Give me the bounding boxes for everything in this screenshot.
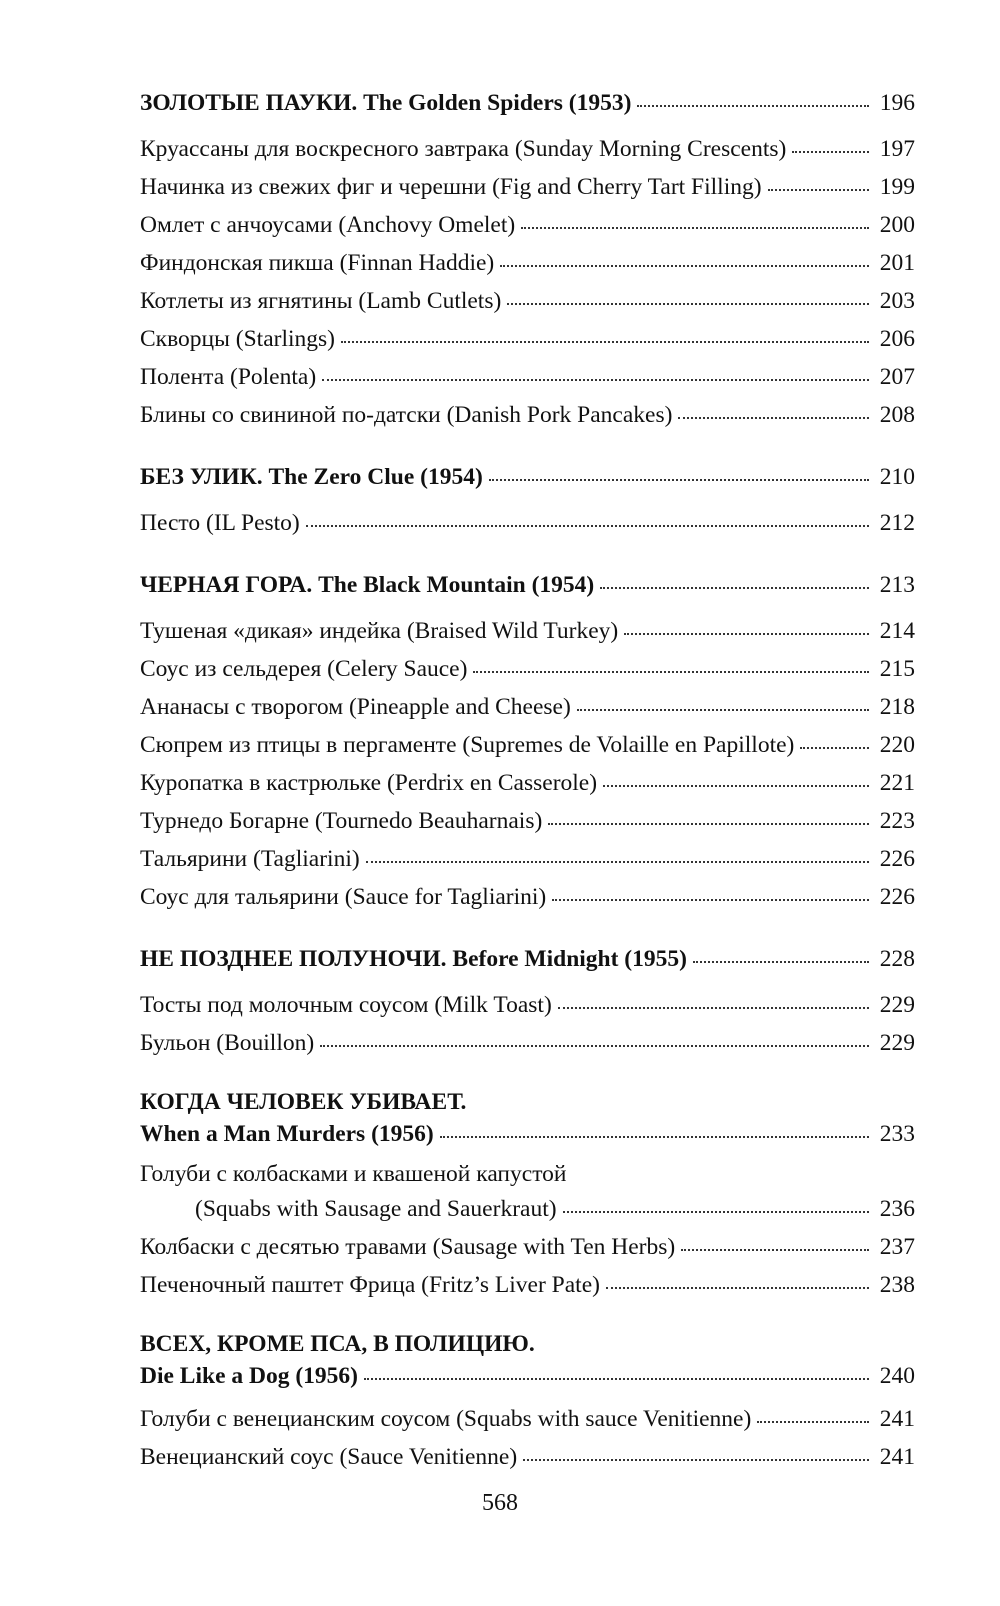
dot-leader bbox=[577, 707, 869, 711]
page-ref: 226 bbox=[879, 846, 915, 872]
recipe-entry bbox=[140, 1190, 915, 1228]
dot-leader bbox=[320, 1043, 869, 1047]
section-heading bbox=[140, 1118, 915, 1150]
recipe-entry-title: Бульон (Bouillon) bbox=[140, 1030, 315, 1056]
page-ref: 229 bbox=[879, 1030, 915, 1056]
dot-leader bbox=[521, 225, 869, 229]
dot-leader bbox=[678, 415, 869, 419]
dot-leader bbox=[548, 821, 869, 825]
dot-leader bbox=[563, 1209, 869, 1213]
dot-leader bbox=[322, 377, 869, 381]
dot-leader bbox=[440, 1134, 869, 1138]
recipe-entry-title: Печеночный паштет Фрица (Fritz’s Liver Pate) bbox=[140, 1272, 600, 1298]
recipe-entry bbox=[140, 396, 915, 434]
recipe-entry-title: Соус для тальярини (Sauce for Tagliarini) bbox=[140, 884, 547, 910]
recipe-entry bbox=[140, 504, 915, 542]
toc-section bbox=[140, 566, 915, 916]
dot-leader bbox=[606, 1285, 869, 1289]
recipe-entry-title: Сюпрем из птицы в пергаменте (Supremes de Volaille en Papillote) bbox=[140, 732, 795, 758]
dot-leader bbox=[507, 301, 869, 305]
page-ref: 223 bbox=[879, 808, 915, 834]
page-ref: 240 bbox=[879, 1363, 915, 1389]
page-ref: 199 bbox=[879, 174, 915, 200]
page-ref: 241 bbox=[879, 1406, 915, 1432]
dot-leader bbox=[792, 149, 869, 153]
toc-section bbox=[140, 84, 915, 434]
page-ref: 200 bbox=[879, 212, 915, 238]
page-ref: 218 bbox=[879, 694, 915, 720]
recipe-entry-title: Голуби с венецианским соусом (Squabs with sauce Venitienne) bbox=[140, 1406, 752, 1432]
dot-leader bbox=[768, 187, 869, 191]
toc-section bbox=[140, 458, 915, 542]
page-ref: 213 bbox=[879, 572, 915, 598]
recipe-entry-title: Турнедо Богарне (Tournedo Beauharnais) bbox=[140, 808, 543, 834]
page-ref: 215 bbox=[879, 656, 915, 682]
recipe-entry-line: Голуби с колбасками и квашеной капустой bbox=[140, 1161, 567, 1187]
recipe-entry bbox=[140, 726, 915, 764]
recipe-entry-title: Блины со свининой по-датски (Danish Pork Pancakes) bbox=[140, 402, 673, 428]
section-heading bbox=[140, 458, 915, 496]
recipe-entry bbox=[140, 320, 915, 358]
section-heading-title: НЕ ПОЗДНЕЕ ПОЛУНОЧИ. Before Midnight (1955) bbox=[140, 946, 687, 972]
page-ref: 237 bbox=[879, 1234, 915, 1260]
recipe-entry bbox=[140, 206, 915, 244]
page-ref: 214 bbox=[879, 618, 915, 644]
recipe-entry bbox=[140, 168, 915, 206]
dot-leader bbox=[341, 339, 869, 343]
recipe-entry bbox=[140, 130, 915, 168]
section-heading-title: When a Man Murders (1956) bbox=[140, 1121, 434, 1147]
recipe-entry-title: Колбаски с десятью травами (Sausage with Ten Herbs) bbox=[140, 1234, 676, 1260]
recipe-entry-title: Тальярини (Tagliarini) bbox=[140, 846, 360, 872]
section-heading-title: ЗОЛОТЫЕ ПАУКИ. The Golden Spiders (1953) bbox=[140, 90, 632, 116]
dot-leader bbox=[800, 745, 869, 749]
page-ref: 221 bbox=[879, 770, 915, 796]
recipe-entry bbox=[140, 612, 915, 650]
recipe-entry-title: Котлеты из ягнятины (Lamb Cutlets) bbox=[140, 288, 502, 314]
section-heading-title: БЕЗ УЛИК. The Zero Clue (1954) bbox=[140, 464, 483, 490]
recipe-entry bbox=[140, 244, 915, 282]
page-ref: 241 bbox=[879, 1444, 915, 1470]
recipe-entry-title: Финдонская пикша (Finnan Haddie) bbox=[140, 250, 495, 276]
dot-leader bbox=[473, 669, 869, 673]
recipe-entry bbox=[140, 986, 915, 1024]
recipe-entry bbox=[140, 1266, 915, 1304]
page-number: 568 bbox=[482, 1490, 518, 1516]
dot-leader bbox=[489, 477, 869, 481]
recipe-entry-title: (Squabs with Sausage and Sauerkraut) bbox=[195, 1196, 557, 1222]
recipe-entry bbox=[140, 1024, 915, 1062]
recipe-entry bbox=[140, 650, 915, 688]
section-heading-line: КОГДА ЧЕЛОВЕК УБИВАЕТ. bbox=[140, 1089, 467, 1115]
recipe-entry-title: Полента (Polenta) bbox=[140, 364, 317, 390]
page-ref: 210 bbox=[879, 464, 915, 490]
recipe-entry-title: Куропатка в кастрюльке (Perdrix en Casserole) bbox=[140, 770, 598, 796]
dot-leader bbox=[637, 103, 869, 107]
section-heading bbox=[140, 84, 915, 122]
page-ref: 238 bbox=[879, 1272, 915, 1298]
toc-section bbox=[140, 1328, 915, 1476]
dot-leader bbox=[523, 1457, 869, 1461]
dot-leader bbox=[552, 897, 869, 901]
dot-leader bbox=[624, 631, 869, 635]
dot-leader bbox=[681, 1247, 869, 1251]
section-heading-title: ЧЕРНАЯ ГОРА. The Black Mountain (1954) bbox=[140, 572, 595, 598]
recipe-entry bbox=[140, 764, 915, 802]
dot-leader bbox=[558, 1005, 869, 1009]
recipe-entry bbox=[140, 688, 915, 726]
section-heading bbox=[140, 1360, 915, 1392]
recipe-entry bbox=[140, 802, 915, 840]
page-ref: 201 bbox=[879, 250, 915, 276]
toc-section bbox=[140, 1086, 915, 1304]
toc-section bbox=[140, 940, 915, 1062]
recipe-entry bbox=[140, 1438, 915, 1476]
recipe-entry-title: Соус из сельдерея (Celery Sauce) bbox=[140, 656, 468, 682]
page-ref: 208 bbox=[879, 402, 915, 428]
table-of-contents bbox=[140, 84, 915, 1500]
recipe-entry bbox=[140, 1400, 915, 1438]
recipe-entry bbox=[140, 358, 915, 396]
page-ref: 212 bbox=[879, 510, 915, 536]
dot-leader bbox=[693, 959, 869, 963]
page-ref: 233 bbox=[879, 1121, 915, 1147]
recipe-entry-title: Тосты под молочным соусом (Milk Toast) bbox=[140, 992, 552, 1018]
page-ref: 228 bbox=[879, 946, 915, 972]
section-heading bbox=[140, 566, 915, 604]
page-ref: 203 bbox=[879, 288, 915, 314]
dot-leader bbox=[366, 859, 869, 863]
recipe-entry bbox=[140, 878, 915, 916]
recipe-entry-title: Скворцы (Starlings) bbox=[140, 326, 335, 352]
page-ref: 206 bbox=[879, 326, 915, 352]
recipe-entry-title: Омлет с анчоусами (Anchovy Omelet) bbox=[140, 212, 516, 238]
recipe-entry bbox=[140, 840, 915, 878]
dot-leader bbox=[603, 783, 869, 787]
page-ref: 207 bbox=[879, 364, 915, 390]
recipe-entry-title: Круассаны для воскресного завтрака (Sunday Morning Crescents) bbox=[140, 136, 787, 162]
dot-leader bbox=[306, 523, 869, 527]
recipe-entry bbox=[140, 1228, 915, 1266]
page-ref: 197 bbox=[879, 136, 915, 162]
dot-leader bbox=[364, 1376, 869, 1380]
recipe-entry bbox=[140, 282, 915, 320]
section-heading-line: ВСЕХ, КРОМЕ ПСА, В ПОЛИЦИЮ. bbox=[140, 1331, 535, 1357]
section-heading-title: Die Like a Dog (1956) bbox=[140, 1363, 359, 1389]
page-ref: 226 bbox=[879, 884, 915, 910]
recipe-entry-title: Начинка из свежих фиг и черешни (Fig and Cherry Tart Filling) bbox=[140, 174, 762, 200]
dot-leader bbox=[500, 263, 869, 267]
page-ref: 220 bbox=[879, 732, 915, 758]
dot-leader bbox=[600, 585, 869, 589]
recipe-entry-title: Тушеная «дикая» индейка (Braised Wild Turkey) bbox=[140, 618, 619, 644]
page-ref: 196 bbox=[879, 90, 915, 116]
recipe-entry-title: Венецианский соус (Sauce Venitienne) bbox=[140, 1444, 518, 1470]
dot-leader bbox=[757, 1419, 869, 1423]
recipe-entry-title: Песто (IL Pesto) bbox=[140, 510, 300, 536]
page-ref: 229 bbox=[879, 992, 915, 1018]
page-ref: 236 bbox=[879, 1196, 915, 1222]
section-heading bbox=[140, 940, 915, 978]
recipe-entry-title: Ананасы с творогом (Pineapple and Cheese) bbox=[140, 694, 571, 720]
